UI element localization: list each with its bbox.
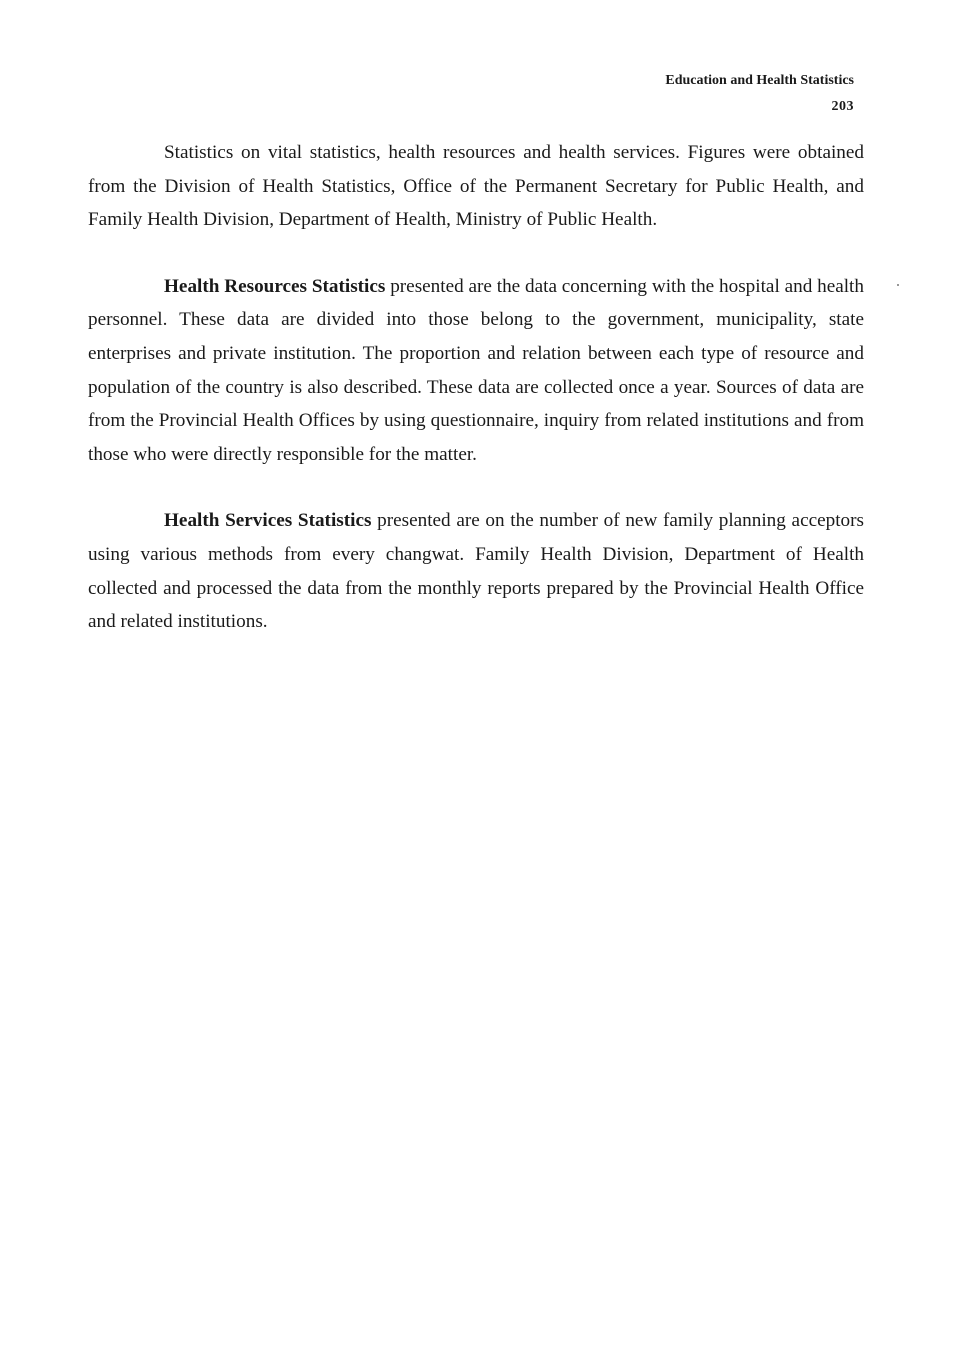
paragraph-text: presented are on the number of new family planning acceptors using various methods from every changwat. Family Health Division, Department of Health collected and processed the data from the monthly reports prepared by the Provincial Health Office and related institutions. [88,510,864,633]
running-header [665,72,854,116]
paragraph-lead: Health Services Statistics [164,510,372,532]
paragraph-health-resources [88,270,864,472]
body-text [88,136,864,639]
running-title: Education and Health Statistics [665,73,854,88]
scan-speck [897,284,899,286]
paragraph-lead: Health Resources Statistics [164,275,386,297]
paragraph-text: presented are the data concerning with the hospital and health personnel. These data are divided into those belong to the government, municipality, state enterprises and private institution. The proportion and relation between each type of resource and population of the country is also described. These data are collected once a year. Sources of data are from the Provincial Health Offices by using questionnaire, inquiry from related institutions and from those who were directly responsible for the matter. [88,275,864,465]
paragraph-vital-statistics [88,136,864,237]
paragraph-health-services [88,504,864,638]
paragraph-text: Statistics on vital statistics, health resources and health services. Figures were obtained from the Division of Health Statistics, Office of the Permanent Secretary for Public Health, and Family Health Division, Department of Health, Ministry of Public Health. [88,142,864,231]
page-number: 203 [831,99,854,114]
